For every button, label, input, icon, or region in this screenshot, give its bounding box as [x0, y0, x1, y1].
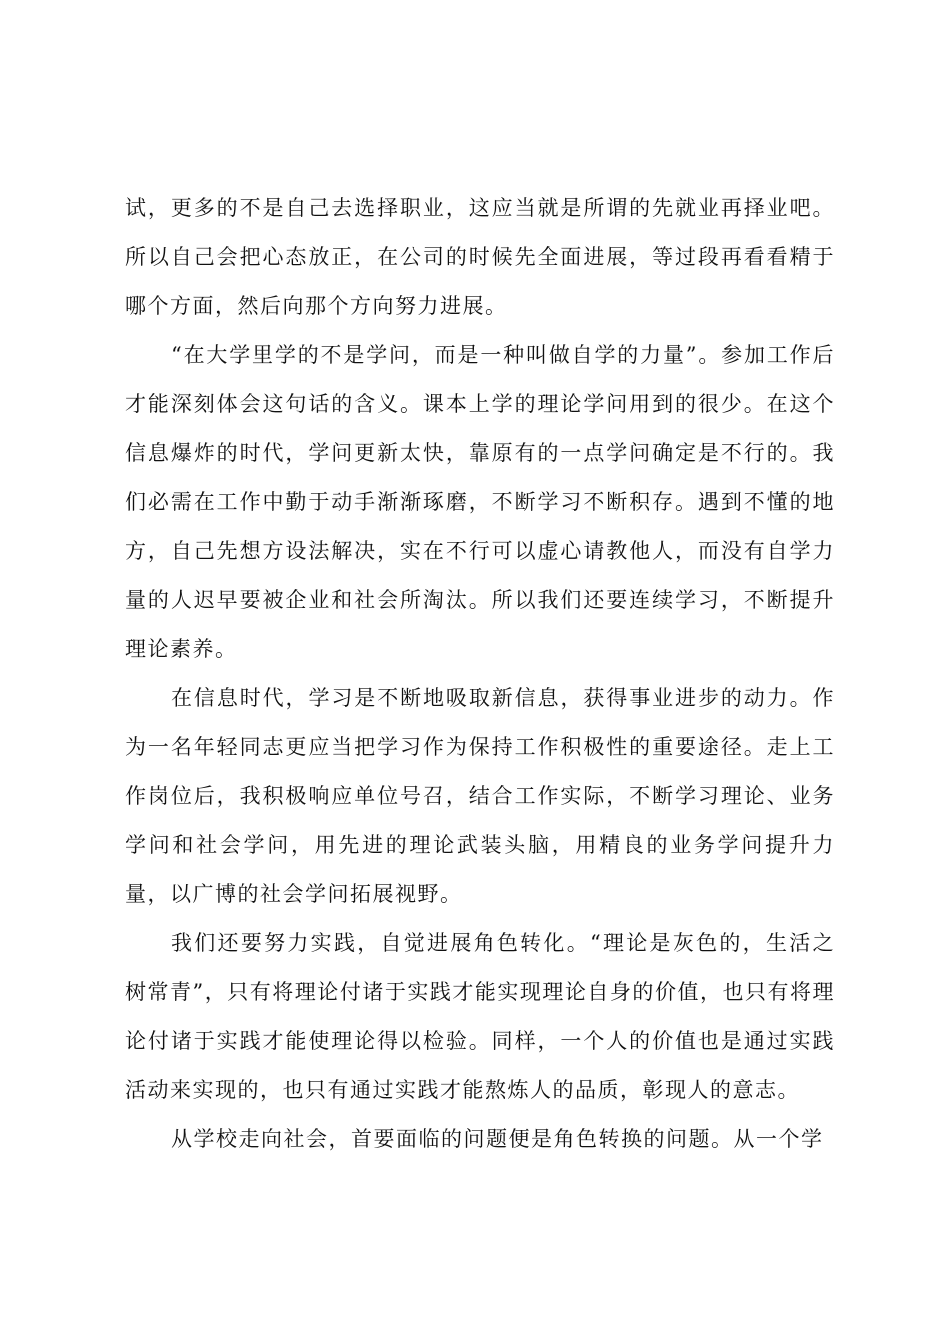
document-body	[125, 184, 835, 1164]
paragraph-continuation: 试，更多的不是自己去选择职业，这应当就是所谓的先就业再择业吧。所以自己会把心态放正，在公司的时候先全面进展，等过段再看看精于哪个方面，然后向那个方向努力进展。	[125, 196, 835, 318]
paragraph-information-age: 在信息时代，学习是不断地吸取新信息，获得事业进步的动力。作为一名年轻同志更应当把学习作为保持工作积极性的重要途径。走上工作岗位后，我积极响应单位号召，结合工作实际，不断学习理论、业务学问和社会学问，用先进的理论武装头脑，用精良的业务学问提升力量，以广博的社会学问拓展视野。	[125, 686, 835, 906]
paragraph-practice: 我们还要努力实践，自觉进展角色转化。“理论是灰色的，生活之树常青”，只有将理论付诸于实践才能实现理论自身的价值，也只有将理论付诸于实践才能使理论得以检验。同样，一个人的价值也是通过实践活动来实现的，也只有通过实践才能熬炼人的品质，彰现人的意志。	[125, 931, 835, 1102]
paragraph-role-transition: 从学校走向社会，首要面临的问题便是角色转换的问题。从一个学	[171, 1127, 824, 1151]
paragraph-self-learning: “在大学里学的不是学问，而是一种叫做自学的力量”。参加工作后才能深刻体会这句话的含义。课本上学的理论学问用到的很少。在这个信息爆炸的时代，学问更新太快，靠原有的一点学问确定是不行的。我们必需在工作中勤于动手渐渐琢磨，不断学习不断积存。遇到不懂的地方，自己先想方设法解决，实在不行可以虚心请教他人，而没有自学力量的人迟早要被企业和社会所淘汰。所以我们还要连续学习，不断提升理论素养。	[125, 343, 835, 661]
